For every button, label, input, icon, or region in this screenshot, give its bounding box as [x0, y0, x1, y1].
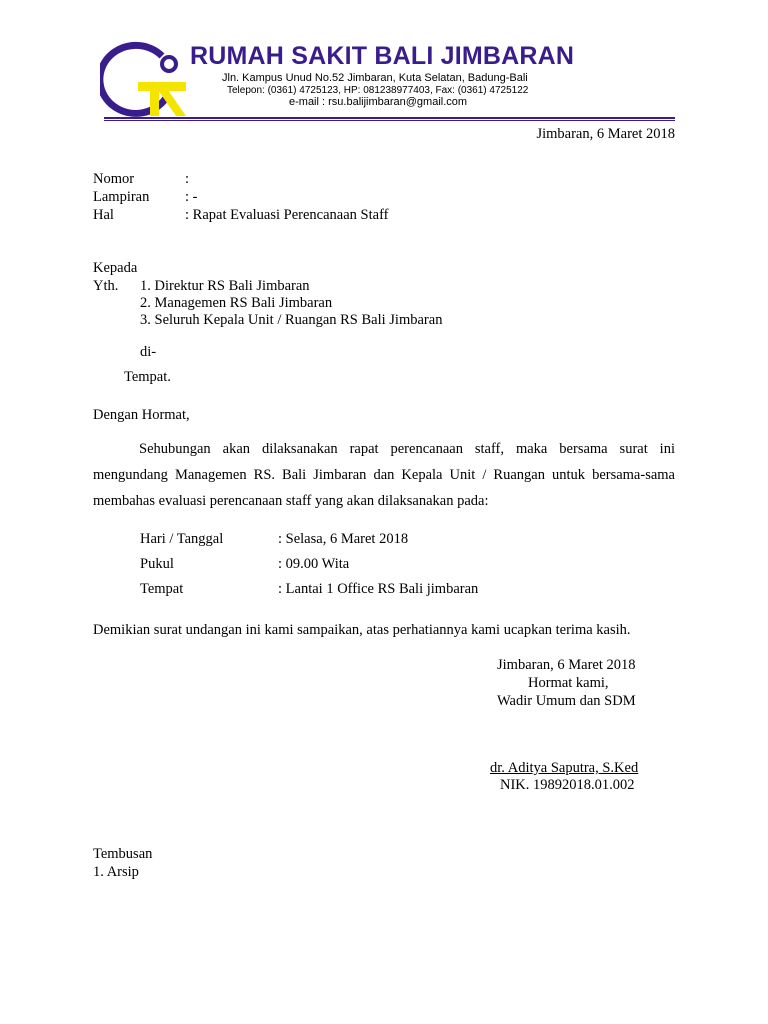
signature-place-date: Jimbaran, 6 Maret 2018 — [497, 657, 636, 673]
signature-nik: NIK. 19892018.01.002 — [500, 777, 635, 793]
meta-value-lampiran: : - — [185, 189, 198, 205]
cc-item: 1. Arsip — [93, 864, 139, 880]
meta-label-hal: Hal — [93, 207, 114, 223]
signature-name: dr. Aditya Saputra, S.Ked — [490, 760, 639, 776]
closing-paragraph: Demikian surat undangan ini kami sampaikan, atas perhatiannya kami ucapkan terima kasih. — [93, 622, 631, 638]
hospital-email: e-mail : rsu.balijimbaran@gmail.com — [289, 96, 468, 108]
schedule-label: Pukul — [140, 556, 174, 572]
hospital-address: Jln. Kampus Unud No.52 Jimbaran, Kuta Selatan, Badung-Bali — [222, 72, 528, 84]
meta-label-lampiran: Lampiran — [93, 189, 150, 205]
recipient-item: 3. Seluruh Kepala Unit / Ruangan RS Bali Jimbaran — [140, 312, 443, 328]
body-paragraph: Sehubungan akan dilaksanakan rapat perencanaan staff, maka bersama surat ini mengundang Managemen RS. Bali Jimbaran dan Kepala Unit / Ruangan untuk bersama-sama membahas evaluasi perencanaan staff yang akan dilaksanakan pada: — [93, 441, 675, 509]
recipient-tempat: Tempat. — [124, 369, 171, 385]
meta-value-hal: : Rapat Evaluasi Perencanaan Staff — [185, 207, 389, 223]
header-divider — [104, 117, 675, 119]
schedule-label: Hari / Tanggal — [140, 531, 224, 547]
recipient-kepada: Kepada — [93, 260, 138, 276]
header-divider-thin — [104, 120, 675, 121]
schedule-value: : 09.00 Wita — [278, 556, 350, 572]
schedule-value: : Lantai 1 Office RS Bali jimbaran — [278, 581, 479, 597]
salutation: Dengan Hormat, — [93, 407, 190, 423]
hospital-name: RUMAH SAKIT BALI JIMBARAN — [190, 42, 575, 70]
recipient-di: di- — [140, 344, 157, 360]
cc-title: Tembusan — [93, 846, 153, 862]
letter-date: Jimbaran, 6 Maret 2018 — [536, 126, 675, 142]
meta-value-nomor: : — [185, 171, 190, 187]
recipient-item: 1. Direktur RS Bali Jimbaran — [140, 278, 310, 294]
hospital-logo-icon — [100, 40, 194, 120]
hospital-phone: Telepon: (0361) 4725123, HP: 081238977403, Fax: (0361) 4725122 — [227, 85, 529, 96]
recipient-yth: Yth. — [93, 278, 119, 294]
signature-position: Wadir Umum dan SDM — [497, 693, 636, 709]
signature-regards: Hormat kami, — [528, 675, 609, 691]
recipient-item: 2. Managemen RS Bali Jimbaran — [140, 295, 333, 311]
schedule-value: : Selasa, 6 Maret 2018 — [278, 531, 409, 547]
meta-label-nomor: Nomor — [93, 171, 135, 187]
schedule-label: Tempat — [140, 581, 184, 597]
